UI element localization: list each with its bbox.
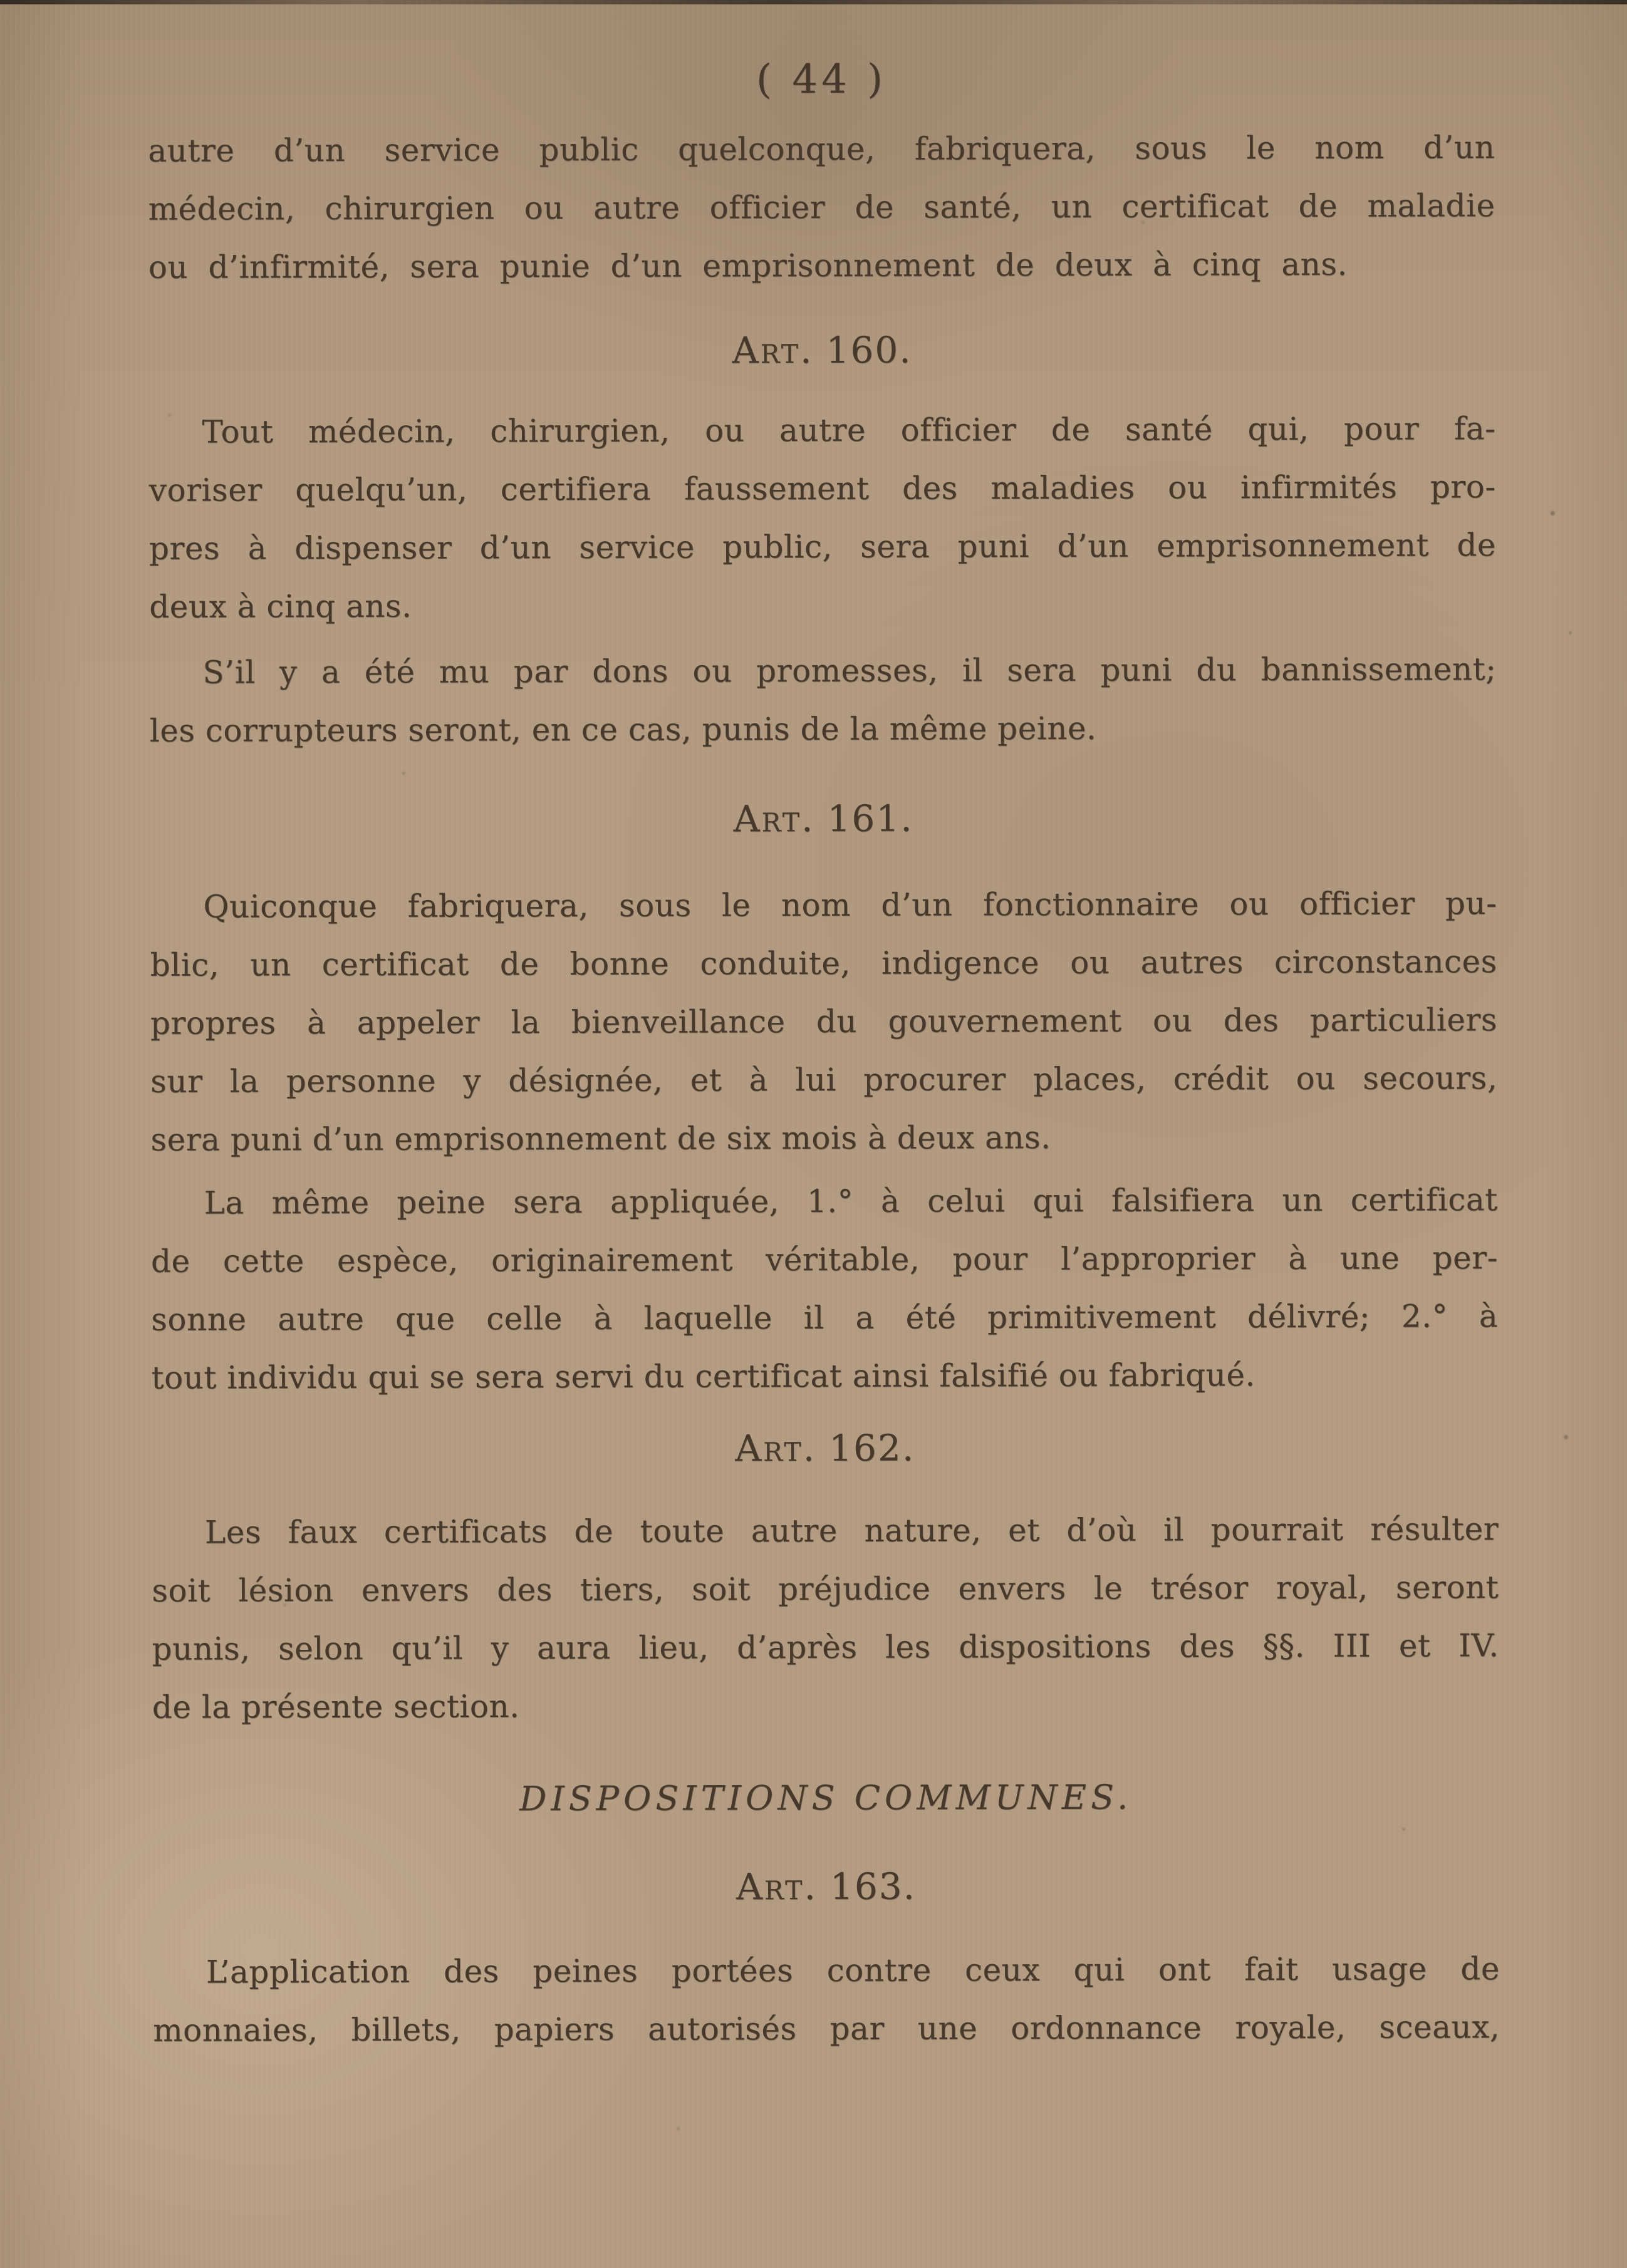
text-line: sera puni d’un emprisonnement de six mois à deux ans. [150,1119,1051,1158]
text-line: ou d’infirmité, sera punie d’un emprisonnement de deux à cinq ans. [148,246,1348,286]
paragraph-art-161 [150,874,1497,1169]
paragraph-art-160-alinea [149,640,1496,760]
article-number: 163. [829,1865,917,1908]
text-line: blic, un certificat de bonne conduite, indigence ou autres circonstances [150,943,1497,983]
article-heading-160 [148,323,1495,377]
text-line: médecin, chirurgien ou autre officier de santé, un certificat de maladie [148,187,1495,227]
text-line: tout individu qui se sera servi du certificat ainsi falsifié ou fabriqué. [151,1357,1255,1396]
text-line: punis, selon qu’il y aura lieu, d’après les dispositions des §§. III et IV. [152,1627,1499,1667]
article-heading-163 [152,1860,1499,1913]
paragraph-art-161-alinea [151,1171,1499,1407]
article-number: 161. [827,797,913,840]
paragraph-art-162 [152,1500,1499,1737]
text-line: sonne autre que celle à laquelle il a été primitivement délivré; 2.° à [151,1298,1499,1338]
article-heading-161 [150,792,1497,846]
article-heading-162 [152,1421,1499,1475]
text-line: S’il y a été mu par dons ou promesses, il sera puni du bannissement; [202,651,1497,691]
text-line: deux à cinq ans. [149,588,412,625]
section-heading-dispositions-communes: DISPOSITIONS COMMUNES. [519,1777,1133,1819]
text-line: Les faux certificats de toute autre nature, et d’où il pourrait résulter [205,1511,1499,1551]
text-line: soit lésion envers des tiers, soit préjudice envers le trésor royal, seront [152,1569,1499,1609]
paragraph-continuation [148,118,1495,297]
text-line: les corrupteurs seront, en ce cas, punis de la même peine. [149,710,1097,749]
text-line: voriser quelqu’un, certifiera faussement des maladies ou infirmités pro- [148,469,1496,509]
article-label: Art. [732,328,814,372]
text-line: La même peine sera appliquée, 1.° à celui qui falsifiera un certificat [204,1181,1498,1221]
article-number: 160. [826,328,912,371]
article-label: Art. [733,797,815,841]
article-number: 162. [829,1426,915,1469]
text-line: Quiconque fabriquera, sous le nom d’un fonctionnaire ou officier pu- [203,885,1497,925]
text-line: sur la personne y désignée, et à lui procurer places, crédit ou secours, [150,1060,1498,1100]
text-line: de la présente section. [152,1688,520,1726]
text-line: pres à dispenser d’un service public, sera puni d’un emprisonnement de [148,527,1497,567]
paragraph-art-160 [148,400,1496,636]
text-line: Tout médecin, chirurgien, ou autre officier de santé qui, pour fa- [202,410,1496,450]
text-line: de cette espèce, originairement véritable, pour l’approprier à une per- [150,1240,1499,1280]
page-number: ( 44 ) [756,56,887,103]
text-line: L’application des peines portées contre ceux qui ont fait usage de [205,1950,1500,1991]
text-line: autre d’un service public quelconque, fabriquera, sous le nom d’un [148,129,1495,169]
article-label: Art. [735,1426,817,1470]
text-line: propres à appeler la bienveillance du gouvernement ou des particuliers [150,1002,1498,1042]
text-line: monnaies, billets, papiers autorisés par une ordonnance royale, sceaux, [153,2009,1500,2049]
paragraph-art-163 [153,1940,1500,2060]
article-label: Art. [736,1865,818,1908]
